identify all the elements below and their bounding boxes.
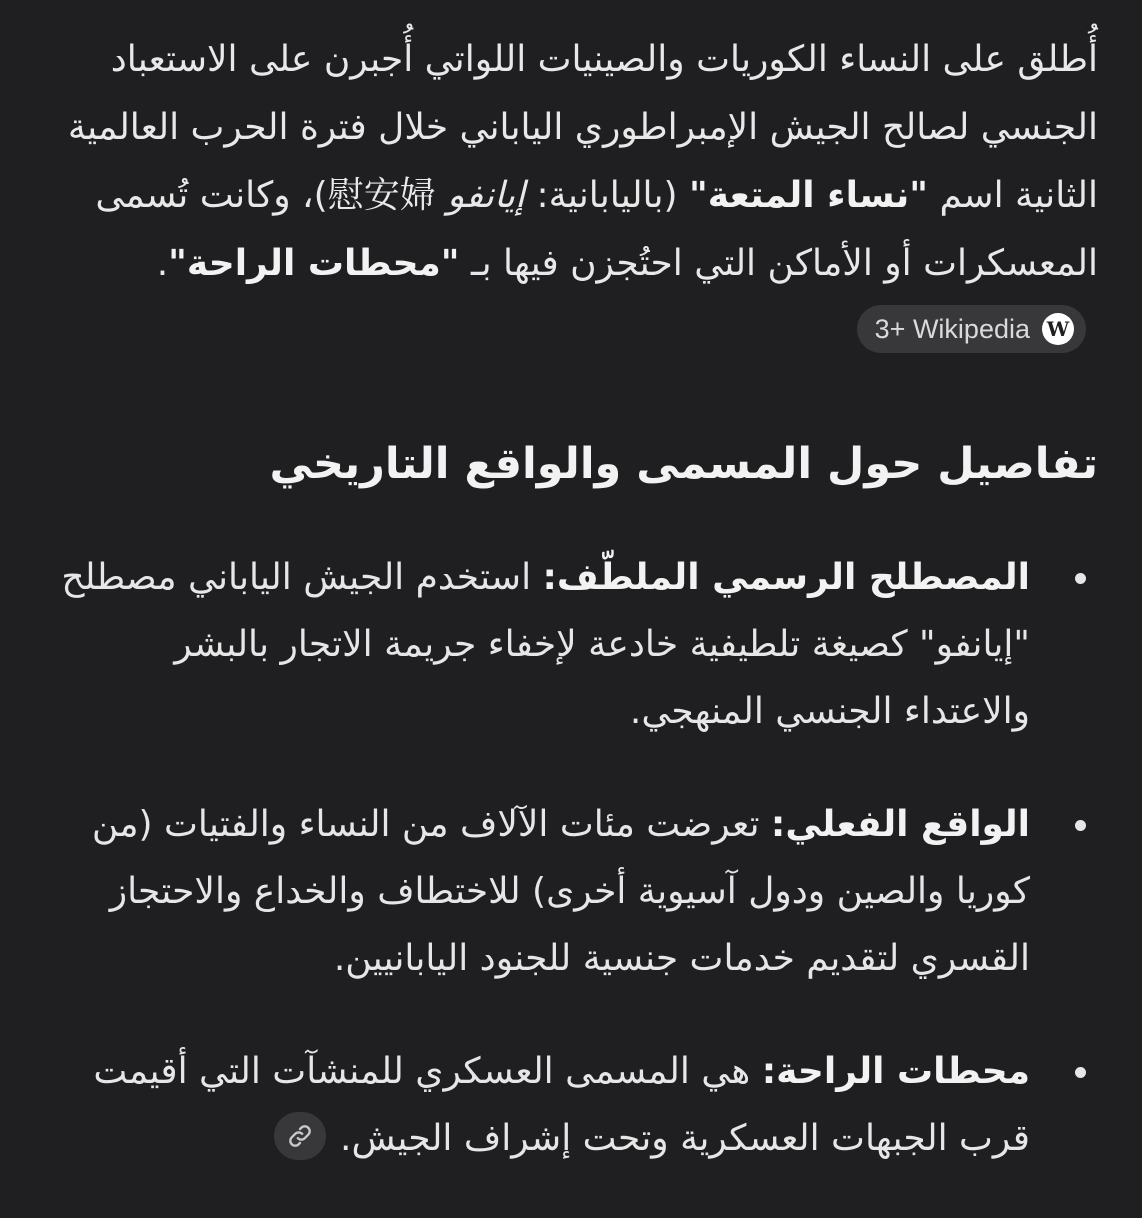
comfort-stations-term: "محطات الراحة": [168, 243, 460, 284]
list-item-text: استخدم الجيش الياباني مصطلح "إيانفو" كصيغة تلطيفية خادعة لإخفاء جريمة الاتجار بالبشر والاعتداء الجنسي المنهجي.: [61, 557, 1030, 732]
intro-text-1: أُطلق على النساء الكوريات والصينيات اللواتي أُجبرن على الاستعباد الجنسي لصالح الجيش الإمبراطوري الياباني خلال فترة الحرب العالمية الثانية اسم: [67, 39, 1098, 216]
list-item: [44, 544, 1098, 745]
intro-paragraph: [44, 0, 1098, 366]
details-list: [44, 544, 1098, 1172]
wikipedia-source-chip[interactable]: [857, 305, 1086, 353]
source-link-button[interactable]: [274, 1112, 326, 1160]
list-item-text: تعرضت مئات الآلاف من النساء والفتيات (من كوريا والصين ودول آسيوية أخرى) للاختطاف والخداع والاحتجاز القسري لتقديم خدمات جنسية للجنود اليابانيين.: [91, 804, 1030, 979]
bullet-icon: [1075, 573, 1086, 584]
intro-text-2: (باليابانية:: [525, 175, 690, 216]
link-icon: [287, 1123, 313, 1149]
list-item-title: محطات الراحة:: [761, 1051, 1030, 1092]
source-chip-label: 3+ Wikipedia: [874, 314, 1030, 344]
list-item: [44, 1038, 1098, 1172]
wikipedia-icon: W: [1042, 313, 1074, 345]
list-item: [44, 791, 1098, 992]
intro-text-4: .: [156, 243, 169, 284]
ianfu-term: إيانفو: [447, 175, 525, 216]
bullet-icon: [1075, 820, 1086, 831]
bullet-icon: [1075, 1067, 1086, 1078]
comfort-women-term: "نساء المتعة": [689, 175, 928, 216]
list-item-title: المصطلح الرسمي الملطّف:: [542, 557, 1030, 598]
section-heading: تفاصيل حول المسمى والواقع التاريخي: [269, 439, 1098, 489]
list-item-text: هي المسمى العسكري للمنشآت التي أقيمت قرب الجبهات العسكرية وتحت إشراف الجيش.: [93, 1051, 1030, 1159]
response-content: [44, 0, 1098, 1218]
intro-text-3: 慰安婦)، وكانت تُسمى المعسكرات أو الأماكن التي احتُجزن فيها بـ: [95, 175, 1098, 284]
list-item-title: الواقع الفعلي:: [770, 804, 1030, 845]
